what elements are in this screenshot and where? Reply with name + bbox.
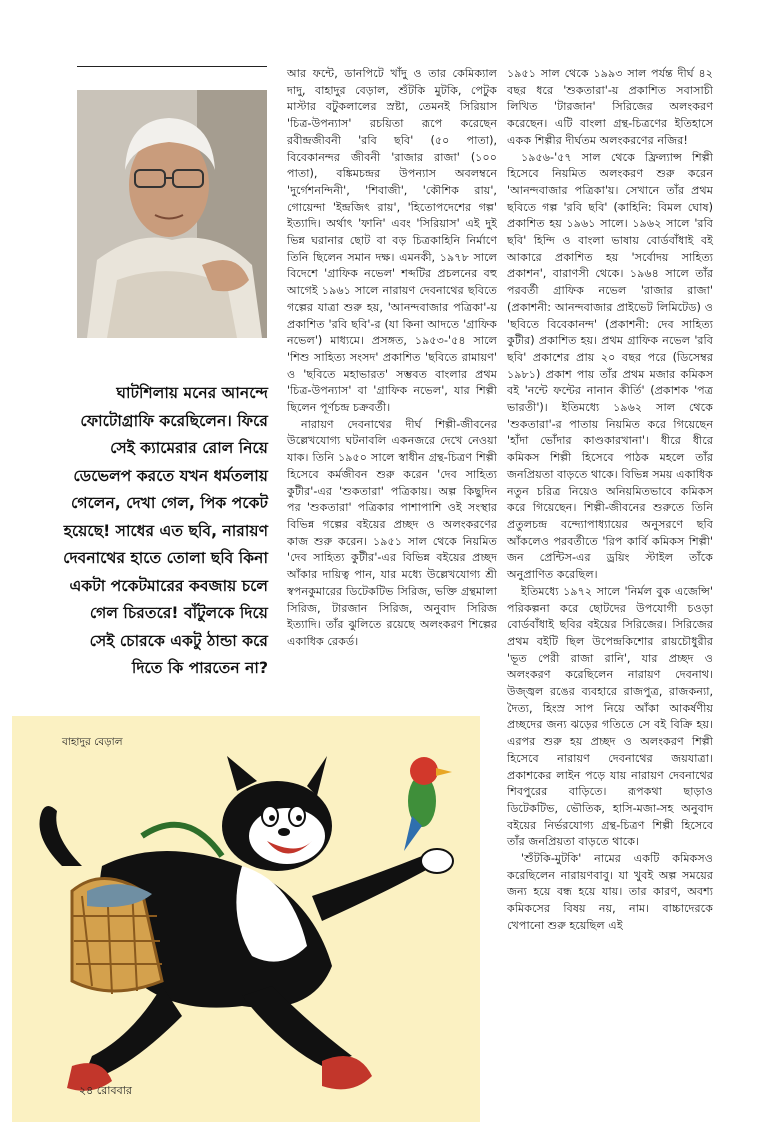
cat-cartoon-drawing bbox=[12, 716, 480, 1122]
paragraph: নারায়ণ দেবনাথের দীর্ঘ শিল্পী-জীবনের উল্লেখযোগ্য ঘটনাবলি একনজরে দেখে নেওয়া যাক। তিনি ১৯৫০ সালে স্বাধীন গ্রন্থ-চিত্রণ শিল্পী হিসেবে কর্মজীবন শুরু করেন 'দেব সাহিত্য কুটীর'-এর 'শুকতারা' পত্রিকায়। অল্প কিছুদিন পর 'শুকতারা' পত্রিকার পাশাপাশি ওই সংস্থার বিভিন্ন গল্পের বইয়ের প্রচ্ছদ ও অলংকরণের কাজ শুরু করেন। ১৯৫১ সাল থেকে নিয়মিত 'দেব সাহিত্য কুটীর'-এর বিভিন্ন বইয়ের প্রচ্ছদ আঁকার দায়িত্ব পান, যার মধ্যে উল্লেখযোগ্য শ্রী স্বপনকুমারের ডিটেকটিভ সিরিজ, ভক্তি গ্রন্থমালা সিরিজ, টারজান সিরিজ, অনুবাদ সিরিজ ইত্যাদি। তাঁর ঝুলিতে রয়েছে অলংকরণ শিল্পের একাধিক রেকর্ড। bbox=[287, 417, 497, 648]
paragraph: ইতিমধ্যে ১৯৭২ সালে 'নির্মল বুক এজেন্সি' পরিকল্পনা করে ছোটদের উপযোগী চওড়া বোর্ডবাঁধাই ছবির বইয়ের সিরিজের। সিরিজের প্রথম বইটি ছিল উপেন্দ্রকিশোর রায়চৌধুরীর 'ভূত পেরী রাজা রানি', যার প্রচ্ছদ ও অলংকরণ করেছিলেন নারায়ণ দেবনাথ। উজ্জ্বল রঙের ব্যবহারে রাজপুত্র, রাজকন্যা, দৈত্য, হিংস্র সাপ নিয়ে আঁকা আকর্ষণীয় প্রচ্ছদের জন্য ঝড়ের গতিতে সে বই বিক্রি হয়। এরপর শুরু হয় প্রচ্ছদ ও অলংকরণ শিল্পী হিসেবে নারায়ণ দেবনাথের জয়যাত্রা। প্রকাশকের লাইন পড়ে যায় নারায়ণ দেবনাথের শিবপুরের বাড়িতে। রূপকথা ছাড়াও ডিটেকটিভ, ভৌতিক, হাসি-মজা-সহ অনুবাদ বইয়ের নির্ভরযোগ্য গ্রন্থ-চিত্রণ শিল্পী হিসেবে তাঁর জনপ্রিয়তা বাড়তে থাকে। bbox=[507, 584, 713, 849]
article-column-right bbox=[507, 66, 713, 935]
paragraph: আর ফন্টে, ডানপিটে খাঁদু ও তার কেমিক্যাল দাদু, বাহাদুর বেড়াল, শুঁটকি মুটকি, পেটুক মাস্টার বটুকলালের স্রষ্টা, তেমনই সিরিয়াস 'চিত্র-উপন্যাস' রচয়িতা রূপে করেছেন রবীন্দ্রজীবনী 'রবি ছবি' (৫০ পাতা), বিবেকানন্দর জীবনী 'রাজার রাজা' (১০০ পাতা), বঙ্কিমচন্দ্রর উপন্যাস অবলম্বনে 'দুর্গেশনন্দিনী', 'শিবাজী', 'কৌশিক রায়', গোয়েন্দা 'ইন্দ্রজিৎ রায়', 'হিতোপদেশের গল্প' ইত্যাদি। অর্থাৎ 'ফানি' এবং 'সিরিয়াস' এই দুই ভিন্ন ঘরানার ছোট বা বড় চিত্রকাহিনি নির্মাণে তিনি ছিলেন সমান দক্ষ। এমনকী, ১৯৭৮ সালে বিদেশে 'গ্রাফিক নভেল' শব্দটির প্রচলনের বহু আগেই ১৯৬১ সালে নারায়ণ দেবনাথের ছবিতে গল্পের যাত্রা শুরু হয়, 'আনন্দবাজার পত্রিকা'-য় প্রকাশিত 'রবি ছবি'-র (যা কিনা আদতে 'গ্রাফিক নভেল') মাধ্যমে। প্রসঙ্গত, ১৯৫৩-'৫৪ সালে 'শিশু সাহিত্য সংসদ' প্রকাশিত 'ছবিতে রামায়ণ' ও 'ছবিতে মহাভারত' সম্ভবত বাংলার প্রথম 'চিত্র-উপন্যাস' বা 'গ্রাফিক নভেল', যার শিল্পী ছিলেন পূর্ণচন্দ্র চক্রবর্তী। bbox=[287, 67, 497, 415]
pull-quote: ঘাটশিলায় মনের আনন্দে ফোটোগ্রাফি করেছিলেন। ফিরে সেই ক্যামেরার রোল নিয়ে ডেভেলপ করতে যখন ধর্মতলায় গেলেন, দেখা গেল, পিক পকেট হয়েছে! সাধের এত ছবি, নারায়ণ দেবনাথের হাতে তোলা ছবি কিনা একটা পকেটমারের কবজায় চলে গেল চিরতরে! বাঁটুলকে দিয়ে সেই চোরকে একটু ঠান্ডা করে দিতে কি পারতেন না? bbox=[63, 384, 268, 677]
paragraph: ১৯৫৬-'৫৭ সাল থেকে ফ্রিল্যান্স শিল্পী হিসেবে নিয়মিত অলংকরণ শুরু করেন 'আনন্দবাজার পত্রিকা'য়। সেখানে তাঁর প্রথম ছবিতে গল্প 'রবি ছবি' (কাহিনি: বিমল ঘোষ) প্রকাশিত হয় ১৯৬১ সালে। ১৯৬২ সালে 'রবি ছবি' হিন্দি ও বাংলা ভাষায় বোর্ডবাঁধাই বই আকারে প্রকাশিত হয় 'সর্বোদয় সাহিত্য প্রকাশন', বারাণসী থেকে। ১৯৬৪ সালে তাঁর পরবর্তী গ্রাফিক নভেল 'রাজার রাজা' (প্রকাশনী: আনন্দবাজার প্রাইভেট লিমিটেড) ও 'ছবিতে বিবেকানন্দ' (প্রকাশনী: দেব সাহিত্য কুটীর) প্রকাশিত হয়। প্রথম গ্রাফিক নভেল 'রবি ছবি' প্রকাশের প্রায় ২০ বছর পরে (ডিসেম্বর ১৯৮১) প্রকাশ পায় তাঁর প্রথম মজার কমিকস বই 'নন্টে ফন্টের নানান কীর্তি' (প্রকাশক 'পত্র ভারতী')। ইতিমধ্যে ১৯৬২ সাল থেকে 'শুকতারা'-র পাতায় নিয়মিত করে গিয়েছেন 'হাঁদা ভোঁদার কাণ্ডকারখানা'। ধীরে ধীরে কমিকস শিল্পী হিসেবে পাঠক মহলে তাঁর জনপ্রিয়তা বাড়তে থাকে। বিভিন্ন সময় একাধিক নতুন চরিত্র নিয়েও অনিয়মিতভাবে কমিকস করে গিয়েছেন। শিল্পী-জীবনের শুরুতে তিনি প্রতুলচন্দ্র বন্দ্যোপাধ্যায়ের অনুসরণে ছবি আঁকলেও পরবর্তীতে 'রিপ কার্বি কমিকস শিল্পী' জন প্রেন্টিস-এর ড্রয়িং স্টাইল তাঁকে অনুপ্রাণিত করেছিল। bbox=[507, 150, 713, 582]
portrait-illustration bbox=[77, 90, 267, 338]
illustration-caption: বাহাদুর বেড়াল bbox=[62, 736, 123, 748]
cartoon-illustration bbox=[12, 716, 480, 1122]
paragraph: 'শুঁটকি-মুটকি' নামের একটি কমিকসও করেছিলেন নারায়ণবাবু। যা খুবই অল্প সময়ের জন্য হয়ে বন্ধ হয়ে যায়। তার কারণ, অবশ্য কমিকসের বিষয় নয়, নাম। বাচ্চাদেরকে খেপানো শুরু হয়েছিল এই bbox=[507, 852, 713, 932]
portrait-photo bbox=[77, 90, 267, 338]
article-column-middle bbox=[287, 66, 497, 651]
paragraph: ১৯৫১ সাল থেকে ১৯৯৩ সাল পর্যন্ত দীর্ঘ ৪২ বছর ধরে 'শুকতারা'-য় প্রকাশিত সবাসাচী লিখিত 'টারজান' সিরিজের অলংকরণ করেছেন। এটি বাংলা গ্রন্থ-চিত্রণের ইতিহাসে একক শিল্পীর দীর্ঘতম অলংকরণের নজির! bbox=[507, 67, 713, 147]
page-folio: ২৪ রোববার bbox=[79, 1084, 132, 1097]
top-rule bbox=[77, 66, 267, 67]
